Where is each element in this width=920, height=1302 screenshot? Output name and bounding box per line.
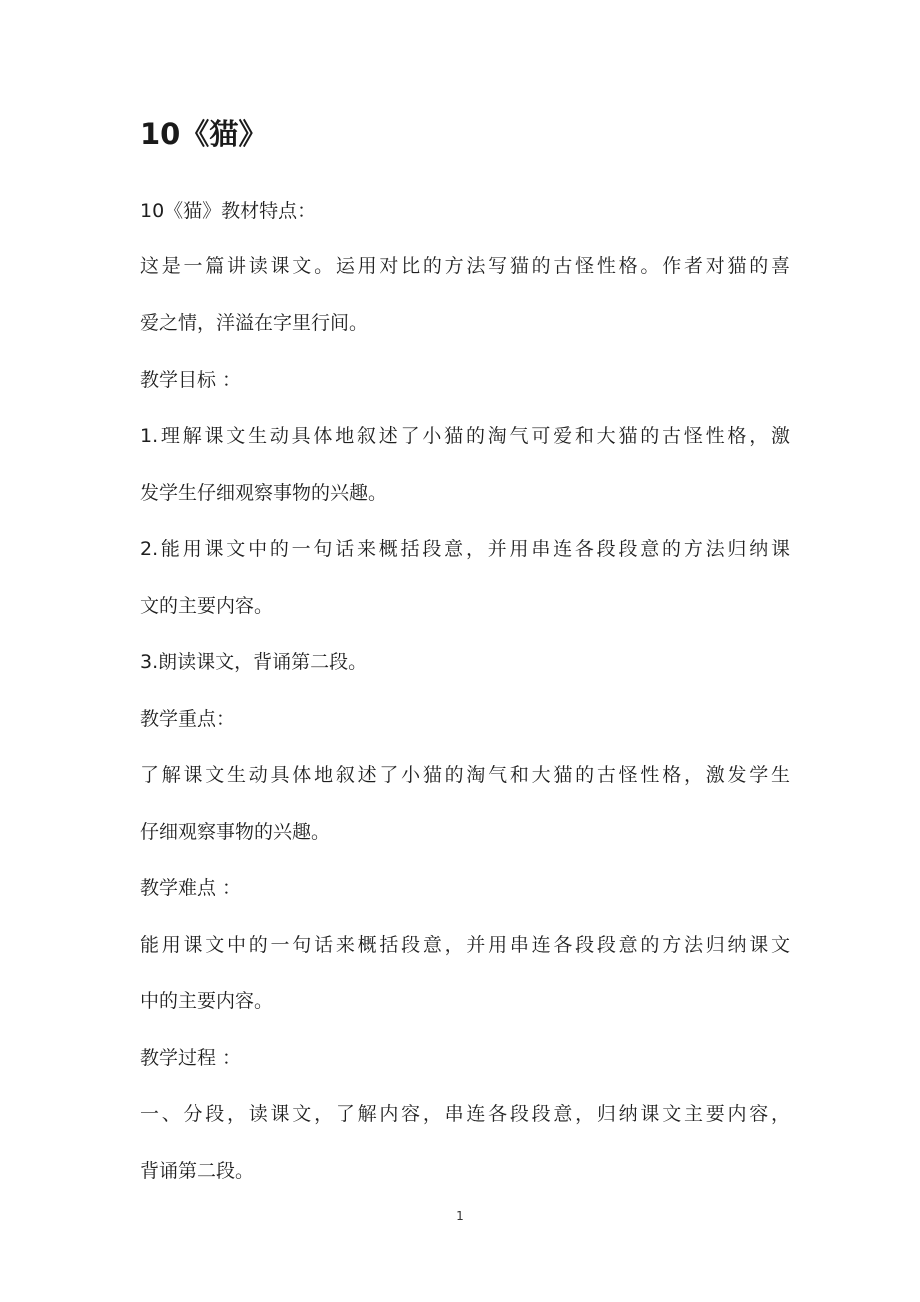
- text-line-goal-1a: 1.理解课文生动具体地叙述了小猫的淘气可爱和大猫的古怪性格，激: [140, 425, 790, 447]
- heading-teaching-process: 教学过程 ：: [140, 1047, 242, 1069]
- heading-teaching-goals: 教学目标 ：: [140, 369, 242, 391]
- text-line-goal-3: 3.朗读课文，背诵第二段。: [140, 651, 368, 673]
- text-line-textbook-features: 10《猫》教材特点：: [140, 200, 317, 222]
- text-line-goal-2a: 2.能用课文中的一句话来概括段意，并用串连各段段意的方法归纳课: [140, 538, 790, 560]
- text-line-goal-2b: 文的主要内容。: [140, 595, 274, 617]
- text-line-process-1b: 背诵第二段。: [140, 1160, 255, 1182]
- text-line-intro-2: 爱之情，洋溢在字里行间。: [140, 312, 369, 334]
- text-line-difficulties-a: 能用课文中的一句话来概括段意，并用串连各段段意的方法归纳课文: [140, 934, 790, 956]
- text-line-key-points-b: 仔细观察事物的兴趣。: [140, 821, 331, 843]
- text-line-difficulties-b: 中的主要内容。: [140, 990, 274, 1012]
- text-line-process-1a: 一、分段，读课文，了解内容，串连各段段意，归纳课文主要内容，: [140, 1103, 790, 1125]
- heading-difficulties: 教学难点 ：: [140, 877, 242, 899]
- text-line-key-points-a: 了解课文生动具体地叙述了小猫的淘气和大猫的古怪性格，激发学生: [140, 764, 790, 786]
- document-title: 10《猫》: [140, 117, 268, 151]
- heading-key-points: 教学重点：: [140, 708, 236, 730]
- text-line-intro-1: 这是一篇讲读课文。运用对比的方法写猫的古怪性格。作者对猫的喜: [140, 255, 790, 277]
- text-line-goal-1b: 发学生仔细观察事物的兴趣。: [140, 482, 388, 504]
- page-number: 1: [456, 1209, 464, 1223]
